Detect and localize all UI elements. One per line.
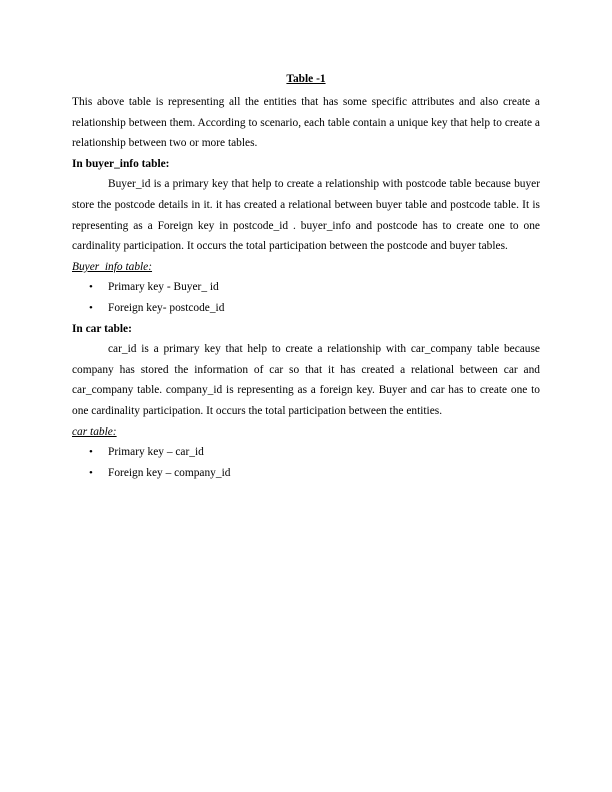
list-item-text: Foreign key – company_id (108, 466, 231, 479)
car-section-paragraph: car_id is a primary key that help to create a relationship with car_company table because company has stored the information of car so that it has created a relational between car and car_company table. company_id is representing as a foreign key. Buyer and car has to create one to one cardinality participation. It occurs the total participation between the entities. (72, 343, 540, 417)
table-caption: Table -1 (286, 73, 326, 85)
list-item (72, 298, 540, 319)
bullet-icon: • (89, 281, 93, 294)
list-item (72, 463, 540, 484)
bullet-icon: • (89, 466, 93, 479)
car-table-label: car table: (72, 425, 117, 438)
car-section-heading: In car table: (72, 322, 132, 335)
bullet-icon: • (89, 446, 93, 459)
list-item-text: Foreign key- postcode_id (108, 301, 225, 314)
list-item-text: Primary key - Buyer_ id (108, 281, 219, 294)
list-item (72, 277, 540, 298)
bullet-icon: • (89, 301, 93, 314)
car-keys-list (72, 442, 540, 483)
buyer-section-paragraph: Buyer_id is a primary key that help to create a relationship with postcode table because buyer store the postcode details in it. it has created a relational between buyer table and postcode table. It is representing as a Foreign key in postcode_id . buyer_info and postcode has to create one to one cardinality participation. It occurs the total participation between the postcode and buyer tables. (72, 178, 540, 253)
buyer-keys-list (72, 277, 540, 318)
buyer-table-label: Buyer_info table: (72, 260, 153, 273)
list-item-text: Primary key – car_id (108, 446, 204, 459)
list-item (72, 442, 540, 463)
intro-paragraph: This above table is representing all the entities that has some specific attributes and also create a relationship between them. According to scenario, each table contain a unique key that help to create a relationship between two or more tables. (72, 96, 540, 150)
buyer-section-heading: In buyer_info table: (72, 157, 170, 170)
